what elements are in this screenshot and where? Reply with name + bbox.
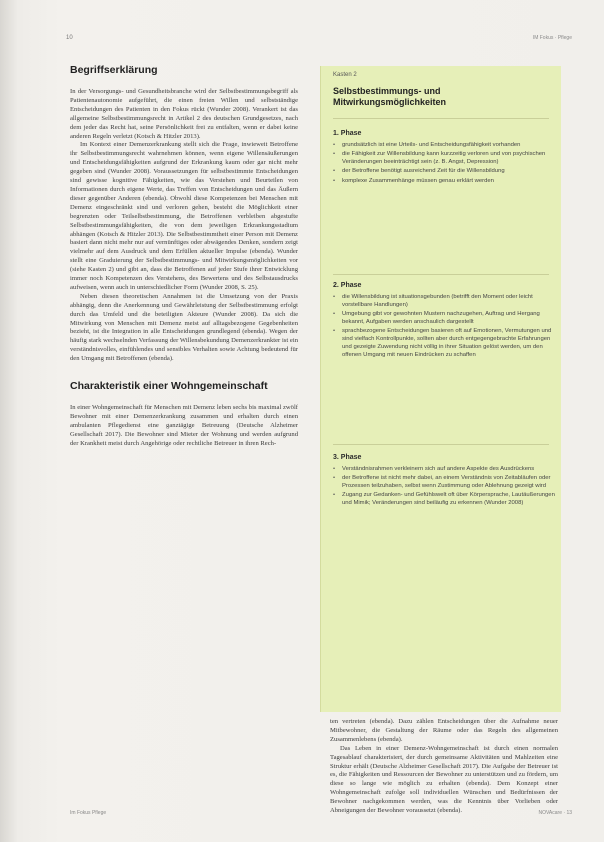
phase-list (333, 142, 555, 185)
list-item: • komplexe Zusammenhänge müssen genau erklärt werden (333, 178, 555, 186)
running-head: IM Fokus · Pflege (532, 35, 572, 41)
section-heading-definition: Begriffserklärung (70, 64, 158, 76)
list-item: • grundsätzlich ist eine Urteils- und Entscheidungsfähigkeit vorhanden (333, 142, 555, 150)
right-column (330, 718, 558, 816)
box-divider (333, 274, 549, 275)
page-number: 10 (66, 35, 73, 41)
left-column (70, 64, 298, 449)
list-item: • sprachbezogene Entscheidungen basieren oft auf Emotionen, Vermutungen und sind vielfach Kontrollpunkte, sollten aber durch entgegengebrachte Erfahrungen und gezeigte Zuwendung nicht völlig in ihrer Situation gelöst werden, um den offenen Umgang mit neuen Eindrücken zu schaffen (333, 328, 555, 359)
body-paragraph: ten vertreten (ebenda). Dazu zählen Entscheidungen über die Aufnahme neuer Mitbewohner, die Gestaltung der Räume oder das Regeln des allgemeinen Zusammenlebens (ebenda). (330, 718, 558, 743)
phase-title: 1. Phase (333, 130, 362, 137)
list-item: • die Fähigkeit zur Willensbildung kann kurzzeitig verloren und von psychischen Veränderungen beeinträchtigt sein (z. B. Angst, Depression) (333, 151, 555, 167)
list-item: • der Betroffene ist nicht mehr dabei, an einem Verständnis von Zeitabläufen oder Prozessen teilzuhaben, selbst wenn Zustimmung oder Ablehnung gezeigt wird (333, 475, 555, 491)
phase-1 (333, 130, 555, 187)
phase-title: 2. Phase (333, 282, 362, 289)
list-item: • die Willensbildung ist situationsgebunden (betrifft den Moment oder leicht vorstellbare Handlungen) (333, 294, 555, 310)
phase-list (333, 466, 555, 508)
phase-3 (333, 454, 555, 509)
phase-list (333, 294, 555, 359)
phase-title: 3. Phase (333, 454, 362, 461)
info-box (320, 66, 561, 712)
body-paragraph: Das Leben in einer Demenz-Wohngemeinschaft ist durch einen normalen Tagesablauf charakterisiert, der durch gemeinsame Aktivitäten und Mahlzeiten eine Struktur erhält (Deutsche Alzheimer Gesellschaft 2017). Die Aufgabe der Betreuer ist es, die Fähigkeiten und Ressourcen der Bewohner zu unterstützen und zu fördern, um diese so lange wie möglich zu erhalten (ebenda). Dem Konzept einer Wohngemeinschaft zufolge soll individuellen Wünschen und Bedürfnissen der Bewohner nachgekommen werden, was die Kenntnis über Vorlieben oder Abneigungen der Bewohner voraussetzt (ebenda). (330, 744, 558, 815)
body-paragraph: In einer Wohngemeinschaft für Menschen mit Demenz leben sechs bis maximal zwölf Bewohner mit einer Demenzerkrankung zusammen und erhalten durch einen ambulanten Pflegedienst eine ganztägige Betreuung (Deutsche Alzheimer Gesellschaft 2017). Die Bewohner sind Mieter der Wohnung und werden aufgrund der Krankheit meist durch Angehörige oder rechtliche Betreuer in ihren Rech- (70, 404, 298, 447)
box-tag: Kasten 2 (333, 72, 357, 78)
box-divider (333, 118, 549, 119)
section-heading-wohngemeinschaft: Charakteristik einer Wohngemeinschaft (70, 380, 268, 393)
body-paragraph: Im Kontext einer Demenzerkrankung stellt sich die Frage, inwieweit Betroffene ihr Selbstbestimmungsrecht wahrnehmen können, wenn eigene Willensäußerungen und Entscheidungsfähigkeiten aufgrund der Erkrankung kaum oder gar nicht mehr gegeben sind (Wunder 2008). Voraussetzungen für selbstbestimmte Entscheidungen sind gewisse kognitive Fähigkeiten, wie das Verstehen und Beurteilen von Informationen durch eigene Werte, das Treffen von Entscheidungen und das Äußern dieser gegenüber Anderen (ebenda). Obwohl diese Kompetenzen bei Menschen mit Demenz eingeschränkt sind und verloren gehen, besteht die Möglichkeit einer begrenzten oder Teilselbstbestimmung, die Betroffenen verbleiben abgestufte Selbstbestimmungsfähigkeiten, die von dem jeweiligen Erkrankungsstadium abhängen (Kotsch & Hitzler 2013). Die Selbstbestimmtheit einer Person mit Demenz basiert dann nicht mehr nur auf vernünftiges oder abwägendes Denken, sondern zeigt vielmehr auf dem Ausdruck und dem Erfüllen aktueller Impulse (ebenda). Wunder stellt eine Graduierung der Selbstbestimmungs- und Mitwirkungsmöglichkeiten vor (siehe Kasten 2) und gibt an, dass die Betroffenen auf jeder Stufe ihrer Entwicklung immer noch Kompetenzen des Verstehens, des Bewertens und des Selbstausdrucks aufweisen, wenn auch in unterschiedlicher Form (Wunder 2008, S. 25). (70, 141, 298, 291)
list-item: • Zugang zur Gedanken- und Gefühlswelt oft über Körpersprache, Lautäußerungen und Mimik; Veränderungen sind beiläufig zu erkennen (Wunder 2008) (333, 492, 555, 508)
box-divider (333, 444, 549, 445)
body-paragraph: In der Versorgungs- und Gesundheitsbranche wird der Selbstbestimmungsbegriff als Patientenautonomie aufgeführt, die einen freien Willen und selbstständige Entscheidungen des Patienten in den Fokus rückt (Wunder 2008). Verankert ist das allgemeine Selbstbestimmungsrecht in Artikel 2 des deutschen Grundgesetzes, nach dem jeder das Recht hat, seine Persönlichkeit frei zu entfalten, wenn er dabei keine anderen Regeln verletzt (Kotsch & Hitzler 2013). (70, 88, 298, 140)
list-item: • der Betroffene benötigt ausreichend Zeit für die Willensbildung (333, 168, 555, 176)
list-item: • Verständnisrahmen verkleinern sich auf andere Aspekte des Ausdrückens (333, 466, 555, 474)
body-paragraph: Neben diesen theoretischen Annahmen ist die Umsetzung von der Praxis abhängig, denn die Anerkennung und Gewährleistung der Selbstbestimmung erfolgt durch das Umfeld und die beteiligten Akteure (Wunder 2008). Da sich die Mitwirkung von Menschen mit Demenz meist auf alltagsbezogene Gegebenheiten bezieht, ist die Integration in alle Entscheidungen grundlegend (ebenda). Wegen der häufig stark wechselnden Verfassung der Willensbekundung Demenzerkrankter ist ein verständnisvolles, einfühlendes und sensibles Verhalten sowie Achtung bedeutend für den Umgang mit Betroffenen (ebenda). (70, 292, 298, 363)
footer-right: NOVAcare · 13 (538, 810, 572, 816)
phase-2 (333, 282, 555, 361)
box-title: Selbstbestimmungs- und Mitwirkungsmöglichkeiten (333, 86, 447, 107)
list-item: • Umgebung gibt vor gewohnten Mustern nachzugehen, Auftrag und Hergang bekannt, Aufgaben werden anschaulich dargestellt (333, 311, 555, 327)
footer-left: Im Fokus Pflege (70, 810, 107, 816)
